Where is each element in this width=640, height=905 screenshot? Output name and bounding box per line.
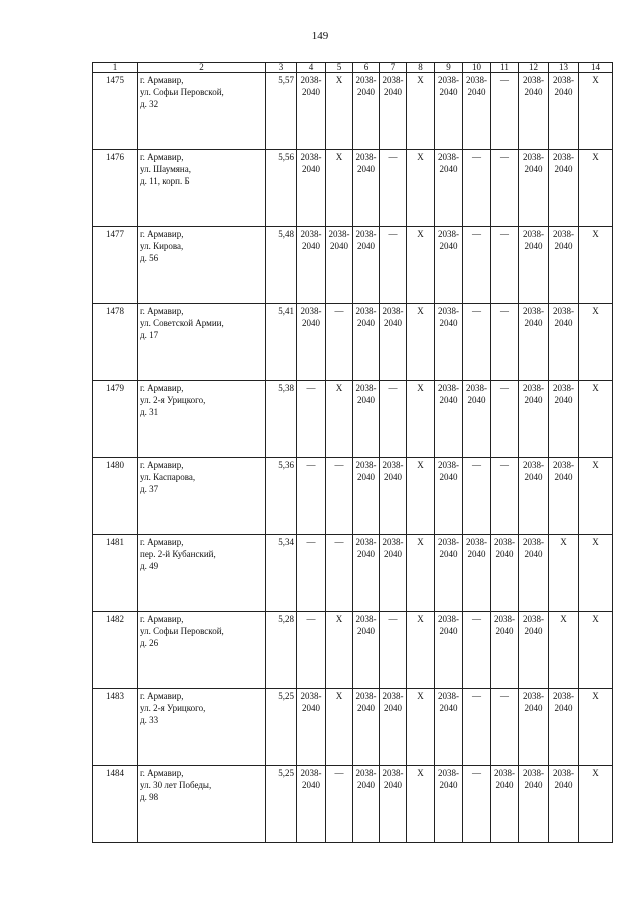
- period-cell: X: [407, 304, 435, 381]
- period-cell: X: [407, 150, 435, 227]
- column-header-5: 5: [326, 63, 353, 73]
- period-cell: X: [579, 535, 613, 612]
- address-line: ул. Каспарова,: [140, 472, 196, 482]
- period-cell: X: [407, 381, 435, 458]
- period-cell: 2038-2040: [463, 535, 491, 612]
- period-cell: —: [491, 227, 519, 304]
- column-header-2: 2: [138, 63, 266, 73]
- table-row: [93, 73, 613, 150]
- period-cell: X: [407, 73, 435, 150]
- address-line: д. 33: [140, 715, 159, 725]
- period-cell: —: [491, 73, 519, 150]
- period-cell: 2038-2040: [297, 304, 326, 381]
- period-cell: 2038-2040: [380, 304, 407, 381]
- address-line: г. Армавир,: [140, 460, 184, 470]
- period-cell: X: [579, 304, 613, 381]
- period-cell: 2038-2040: [353, 304, 380, 381]
- area-value: 5,28: [266, 612, 297, 689]
- column-header-3: 3: [266, 63, 297, 73]
- column-header-1: 1: [93, 63, 138, 73]
- period-cell: 2038-2040: [549, 689, 579, 766]
- address-cell: [138, 458, 266, 535]
- period-cell: X: [326, 689, 353, 766]
- period-cell: —: [463, 304, 491, 381]
- period-cell: —: [326, 304, 353, 381]
- column-header-13: 13: [549, 63, 579, 73]
- address-line: ул. 2-я Урицкого,: [140, 703, 206, 713]
- address-cell: [138, 304, 266, 381]
- period-cell: 2038-2040: [380, 535, 407, 612]
- address-cell: [138, 689, 266, 766]
- address-line: д. 17: [140, 330, 159, 340]
- period-cell: 2038-2040: [549, 73, 579, 150]
- period-cell: 2038-2040: [519, 227, 549, 304]
- column-header-4: 4: [297, 63, 326, 73]
- column-header-11: 11: [491, 63, 519, 73]
- period-cell: 2038-2040: [380, 766, 407, 843]
- period-cell: —: [380, 227, 407, 304]
- address-cell: [138, 381, 266, 458]
- period-cell: —: [297, 458, 326, 535]
- table-row: [93, 766, 613, 843]
- column-header-8: 8: [407, 63, 435, 73]
- address-cell: [138, 150, 266, 227]
- period-cell: X: [549, 612, 579, 689]
- period-cell: 2038-2040: [353, 150, 380, 227]
- period-cell: —: [326, 535, 353, 612]
- period-cell: —: [463, 227, 491, 304]
- address-line: г. Армавир,: [140, 152, 184, 162]
- period-cell: X: [407, 458, 435, 535]
- area-value: 5,34: [266, 535, 297, 612]
- period-cell: —: [297, 381, 326, 458]
- address-line: ул. Советской Армии,: [140, 318, 224, 328]
- period-cell: 2038-2040: [297, 227, 326, 304]
- row-number: 1475: [93, 73, 138, 150]
- period-cell: 2038-2040: [463, 73, 491, 150]
- period-cell: —: [297, 535, 326, 612]
- period-cell: 2038-2040: [353, 535, 380, 612]
- address-line: г. Армавир,: [140, 691, 184, 701]
- period-cell: 2038-2040: [519, 381, 549, 458]
- address-line: г. Армавир,: [140, 75, 184, 85]
- table-row: [93, 150, 613, 227]
- address-line: г. Армавир,: [140, 537, 184, 547]
- period-cell: X: [579, 458, 613, 535]
- period-cell: 2038-2040: [435, 458, 463, 535]
- period-cell: 2038-2040: [435, 150, 463, 227]
- period-cell: 2038-2040: [463, 381, 491, 458]
- address-line: ул. Шаумяна,: [140, 164, 191, 174]
- period-cell: —: [463, 150, 491, 227]
- period-cell: 2038-2040: [353, 458, 380, 535]
- area-value: 5,48: [266, 227, 297, 304]
- row-number: 1477: [93, 227, 138, 304]
- address-cell: [138, 73, 266, 150]
- period-cell: X: [579, 612, 613, 689]
- period-cell: —: [491, 381, 519, 458]
- address-line: д. 32: [140, 99, 159, 109]
- address-line: г. Армавир,: [140, 383, 184, 393]
- area-value: 5,36: [266, 458, 297, 535]
- period-cell: —: [463, 689, 491, 766]
- address-line: д. 26: [140, 638, 159, 648]
- address-line: г. Армавир,: [140, 306, 184, 316]
- period-cell: X: [407, 535, 435, 612]
- address-line: д. 37: [140, 484, 159, 494]
- period-cell: 2038-2040: [380, 73, 407, 150]
- address-line: г. Армавир,: [140, 229, 184, 239]
- period-cell: 2038-2040: [549, 227, 579, 304]
- period-cell: X: [407, 612, 435, 689]
- period-cell: X: [326, 381, 353, 458]
- row-number: 1484: [93, 766, 138, 843]
- period-cell: 2038-2040: [435, 535, 463, 612]
- address-line: ул. 30 лет Победы,: [140, 780, 212, 790]
- address-cell: [138, 535, 266, 612]
- column-header-12: 12: [519, 63, 549, 73]
- table-row: [93, 304, 613, 381]
- address-cell: [138, 612, 266, 689]
- period-cell: —: [463, 458, 491, 535]
- period-cell: 2038-2040: [297, 150, 326, 227]
- period-cell: 2038-2040: [519, 689, 549, 766]
- period-cell: X: [549, 535, 579, 612]
- period-cell: —: [326, 766, 353, 843]
- area-value: 5,38: [266, 381, 297, 458]
- column-header-9: 9: [435, 63, 463, 73]
- period-cell: —: [491, 458, 519, 535]
- period-cell: 2038-2040: [549, 304, 579, 381]
- period-cell: 2038-2040: [380, 689, 407, 766]
- period-cell: 2038-2040: [491, 535, 519, 612]
- period-cell: —: [297, 612, 326, 689]
- period-cell: 2038-2040: [353, 612, 380, 689]
- period-cell: —: [491, 304, 519, 381]
- period-cell: 2038-2040: [353, 73, 380, 150]
- period-cell: —: [380, 150, 407, 227]
- period-cell: X: [326, 150, 353, 227]
- address-line: д. 98: [140, 792, 159, 802]
- period-cell: —: [380, 612, 407, 689]
- period-cell: X: [326, 612, 353, 689]
- address-line: г. Армавир,: [140, 768, 184, 778]
- period-cell: 2038-2040: [549, 458, 579, 535]
- table-row: [93, 227, 613, 304]
- area-value: 5,56: [266, 150, 297, 227]
- period-cell: —: [326, 458, 353, 535]
- row-number: 1481: [93, 535, 138, 612]
- page-number: 149: [311, 30, 329, 42]
- column-header-10: 10: [463, 63, 491, 73]
- period-cell: X: [579, 766, 613, 843]
- period-cell: X: [579, 689, 613, 766]
- column-header-6: 6: [353, 63, 380, 73]
- period-cell: 2038-2040: [297, 689, 326, 766]
- area-value: 5,25: [266, 766, 297, 843]
- table-row: [93, 458, 613, 535]
- period-cell: X: [579, 73, 613, 150]
- address-line: г. Армавир,: [140, 614, 184, 624]
- period-cell: X: [579, 227, 613, 304]
- row-number: 1478: [93, 304, 138, 381]
- period-cell: X: [407, 227, 435, 304]
- period-cell: 2038-2040: [491, 612, 519, 689]
- period-cell: 2038-2040: [519, 612, 549, 689]
- area-value: 5,57: [266, 73, 297, 150]
- period-cell: X: [407, 766, 435, 843]
- row-number: 1476: [93, 150, 138, 227]
- table-row: [93, 535, 613, 612]
- period-cell: 2038-2040: [549, 766, 579, 843]
- table-row: [93, 689, 613, 766]
- period-cell: 2038-2040: [353, 766, 380, 843]
- period-cell: 2038-2040: [549, 381, 579, 458]
- period-cell: —: [491, 150, 519, 227]
- period-cell: 2038-2040: [435, 381, 463, 458]
- row-number: 1480: [93, 458, 138, 535]
- address-line: ул. Софьи Перовской,: [140, 626, 224, 636]
- period-cell: 2038-2040: [435, 227, 463, 304]
- period-cell: X: [579, 150, 613, 227]
- address-cell: [138, 766, 266, 843]
- area-value: 5,41: [266, 304, 297, 381]
- period-cell: 2038-2040: [297, 73, 326, 150]
- address-line: д. 49: [140, 561, 159, 571]
- column-header-14: 14: [579, 63, 613, 73]
- period-cell: 2038-2040: [519, 535, 549, 612]
- period-cell: X: [407, 689, 435, 766]
- row-number: 1482: [93, 612, 138, 689]
- period-cell: 2038-2040: [519, 73, 549, 150]
- address-cell: [138, 227, 266, 304]
- period-cell: X: [579, 381, 613, 458]
- table-body: [93, 73, 613, 843]
- period-cell: X: [326, 73, 353, 150]
- period-cell: 2038-2040: [435, 689, 463, 766]
- address-line: пер. 2-й Кубанский,: [140, 549, 216, 559]
- period-cell: 2038-2040: [519, 458, 549, 535]
- period-cell: 2038-2040: [435, 73, 463, 150]
- address-line: ул. Кирова,: [140, 241, 184, 251]
- period-cell: 2038-2040: [491, 766, 519, 843]
- period-cell: 2038-2040: [297, 766, 326, 843]
- header-row: [93, 63, 613, 73]
- period-cell: —: [463, 766, 491, 843]
- period-cell: 2038-2040: [549, 150, 579, 227]
- data-table: [92, 62, 613, 843]
- period-cell: 2038-2040: [519, 766, 549, 843]
- column-header-7: 7: [380, 63, 407, 73]
- period-cell: 2038-2040: [353, 381, 380, 458]
- period-cell: —: [491, 689, 519, 766]
- area-value: 5,25: [266, 689, 297, 766]
- address-line: ул. Софьи Перовской,: [140, 87, 224, 97]
- row-number: 1483: [93, 689, 138, 766]
- row-number: 1479: [93, 381, 138, 458]
- address-line: ул. 2-я Урицкого,: [140, 395, 206, 405]
- address-line: д. 11, корп. Б: [140, 176, 190, 186]
- period-cell: 2038-2040: [353, 227, 380, 304]
- period-cell: —: [463, 612, 491, 689]
- period-cell: 2038-2040: [435, 612, 463, 689]
- period-cell: 2038-2040: [519, 150, 549, 227]
- address-line: д. 56: [140, 253, 159, 263]
- table-row: [93, 381, 613, 458]
- period-cell: 2038-2040: [435, 766, 463, 843]
- period-cell: 2038-2040: [353, 689, 380, 766]
- period-cell: 2038-2040: [519, 304, 549, 381]
- period-cell: 2038-2040: [380, 458, 407, 535]
- period-cell: 2038-2040: [435, 304, 463, 381]
- address-line: д. 31: [140, 407, 159, 417]
- table-row: [93, 612, 613, 689]
- period-cell: —: [380, 381, 407, 458]
- period-cell: 2038-2040: [326, 227, 353, 304]
